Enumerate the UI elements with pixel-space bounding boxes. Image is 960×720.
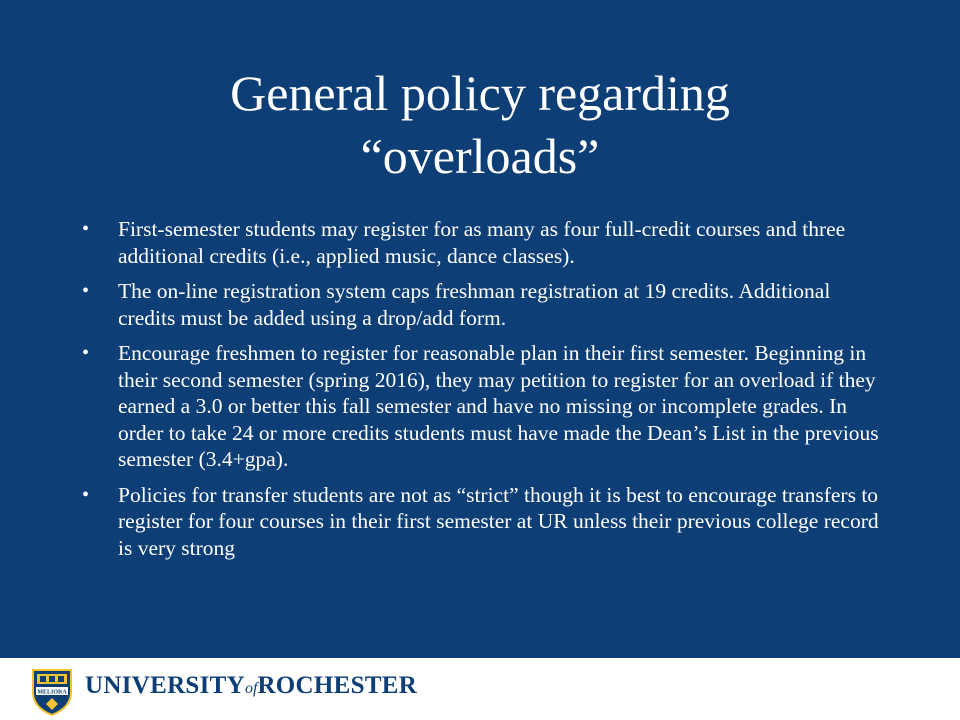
university-wordmark: [85, 671, 417, 701]
bullet-text: The on-line registration system caps freshman registration at 19 credits. Additional credits must be added using a drop/add form.: [118, 279, 831, 330]
title-line-1: General policy regarding: [230, 65, 730, 121]
bullet-text: Encourage freshmen to register for reasonable plan in their first semester. Beginning in their second semester (spring 2016), they may petition to register for an overload if they earned a 3.0 or better this fall semester and have no missing or incomplete grades. In order to take 24 or more credits students must have made the Dean’s List in the previous semester (3.4+gpa).: [118, 341, 879, 471]
university-shield-icon: [30, 668, 74, 716]
slide-title: [80, 62, 880, 188]
bullet-dot-icon: •: [82, 483, 90, 506]
bullet-item: [82, 278, 882, 331]
bullet-dot-icon: •: [82, 218, 90, 240]
wordmark-of: of: [244, 680, 258, 697]
title-line-2: “overloads”: [360, 128, 600, 184]
bullet-list: [82, 216, 882, 570]
wordmark-rochester: ROCHESTER: [257, 672, 418, 699]
bullet-item: [82, 482, 882, 562]
bullet-item: [82, 340, 882, 473]
svg-text:MELIORA: MELIORA: [37, 689, 67, 696]
footer-bar: [0, 658, 960, 720]
bullet-text: Policies for transfer students are not as “strict” though it is best to encourage transfers to register for four courses in their first semester at UR unless their previous college record is very strong: [118, 482, 879, 560]
bullet-text: First-semester students may register for as many as four full-credit courses and three additional credits (i.e., applied music, dance classes).: [118, 217, 846, 268]
bullet-dot-icon: •: [82, 280, 90, 302]
bullet-dot-icon: •: [82, 342, 90, 364]
bullet-item: [82, 216, 882, 269]
wordmark-university: UNIVERSITY: [85, 672, 245, 699]
